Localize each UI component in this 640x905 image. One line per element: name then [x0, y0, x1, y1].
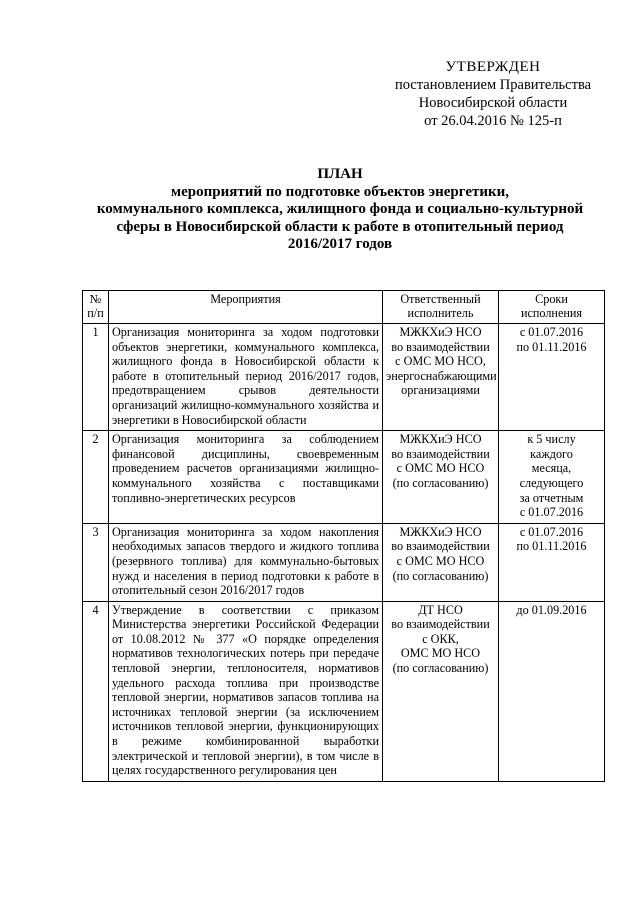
table-row [83, 523, 605, 601]
row-term: с 01.07.2016 по 01.11.2016 [499, 523, 605, 601]
table-row [83, 431, 605, 524]
row-executor: МЖКХиЭ НСО во взаимодействии с ОМС МО НСО (по согласованию) [383, 523, 499, 601]
title-line: сферы в Новосибирской области к работе в отопительный период [116, 218, 564, 235]
approval-date: от 26.04.2016 № 125-п [424, 113, 562, 129]
document-title [60, 166, 620, 254]
approval-heading: УТВЕРЖДЕН [445, 59, 541, 75]
approval-line: Новосибирской области [418, 95, 568, 111]
header-activity: Мероприятия [109, 291, 383, 324]
plan-table [82, 290, 605, 782]
header-term: Сроки исполнения [499, 291, 605, 324]
row-number: 1 [83, 324, 109, 431]
row-term: с 01.07.2016 по 01.11.2016 [499, 324, 605, 431]
row-executor: МЖКХиЭ НСО во взаимодействии с ОМС МО НСО, энергоснабжающими организациями [383, 324, 499, 431]
header-number: № п/п [83, 291, 109, 324]
table-row [83, 601, 605, 781]
row-number: 3 [83, 523, 109, 601]
row-number: 2 [83, 431, 109, 524]
row-term: до 01.09.2016 [499, 601, 605, 781]
table-row [83, 324, 605, 431]
row-executor: ДТ НСО во взаимодействии с ОКК, ОМС МО НСО (по согласованию) [383, 601, 499, 781]
row-activity: Утверждение в соответствии с приказом Министерства энергетики Российской Федерации от 10.08.2012 № 377 «О порядке определения нормативов технологических потерь при передаче тепловой энергии, теплоносителя, нормативов удельного расхода топлива при производстве тепловой энергии, нормативов запасов топлива на источниках тепловой энергии (за исключением источников тепловой энергии, функционирующих в режиме комбинированной выработки электрической и тепловой энергии), в том числе в целях государственного регулирования цен [109, 601, 383, 781]
row-executor: МЖКХиЭ НСО во взаимодействии с ОМС МО НСО (по согласованию) [383, 431, 499, 524]
row-activity: Организация мониторинга за соблюдением финансовой дисциплины, своевременным проведением расчетов организациями жилищно-коммунального хозяйства с поставщиками топливно-энергетических ресурсов [109, 431, 383, 524]
row-number: 4 [83, 601, 109, 781]
row-activity: Организация мониторинга за ходом подготовки объектов энергетики, коммунального комплекса, жилищного фонда в Новосибирской области к работе в отопительный период 2016/2017 годов, предотвращением срывов деятельности организаций жилищно-коммунального хозяйства и энергетики в Новосибирской области [109, 324, 383, 431]
row-activity: Организация мониторинга за ходом накопления необходимых запасов твердого и жидкого топлива (резервного топлива) для коммунально-бытовых нужд и населения в период подготовки к работе в отопительный сезон 2016/2017 годов [109, 523, 383, 601]
table-header-row [83, 291, 605, 324]
approval-line: постановлением Правительства [394, 77, 592, 93]
row-term: к 5 числу каждого месяца, следующего за отчетным с 01.07.2016 [499, 431, 605, 524]
title-line: 2016/2017 годов [287, 236, 393, 252]
approval-stamp [378, 58, 608, 130]
header-executor: Ответственный исполнитель [383, 291, 499, 324]
title-heading: ПЛАН [317, 166, 363, 182]
title-line: коммунального комплекса, жилищного фонда и социально-культурной [96, 201, 584, 217]
title-line: мероприятий по подготовке объектов энергетики, [170, 183, 510, 200]
